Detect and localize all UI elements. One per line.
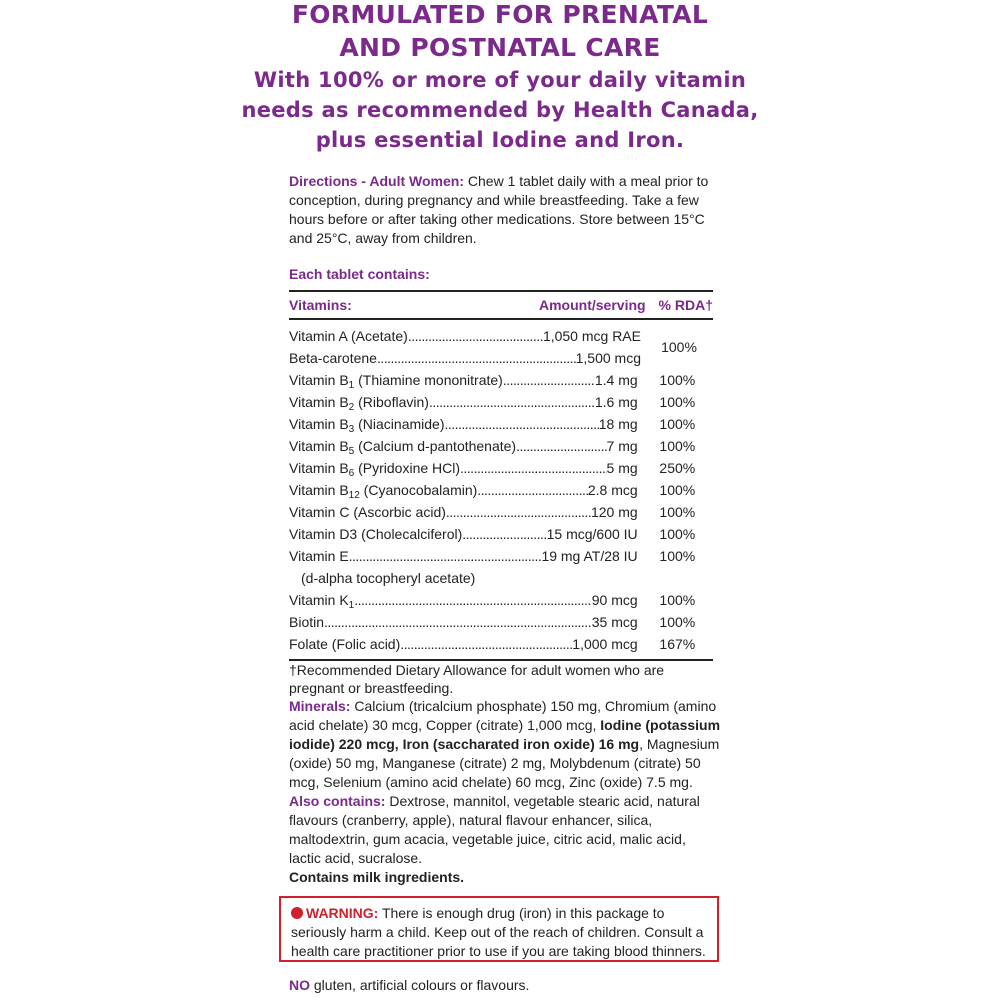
vitamin-amount: 7 mg [606,437,638,454]
table-row [289,633,713,655]
vitamin-name: Vitamin $B_5$ (Calcium d-pantothenate) [289,437,517,456]
vitamin-pct: 100% [659,415,696,432]
vitamin-amount: 1,500 mcg [575,349,641,366]
vitamin-name: Vitamin $B_1$ (Thiamine mononitrate) [289,371,503,390]
headline [0,0,1000,154]
table-row [289,325,641,347]
vitamin-name: Biotin [289,613,325,630]
directions-text: Chew 1 tablet daily with a meal prior to conception, during pregnancy and while breastfeeding. Take a few hours before or after taking other medications. Store between 15°C and 25°C, away from children. [289,173,709,246]
vitamin-e-subtitle: (d-alpha tocopheryl acetate) [301,570,476,586]
header-amount: Amount/serving [539,296,646,313]
table-row [289,611,713,633]
vitamin-pct: 100% [659,547,696,564]
header-vitamins: Vitamins: [289,296,352,313]
vitamin-amount: 2.8 mcg [587,481,638,498]
vitamin-amount: 120 mg [590,503,638,520]
vitamin-name: Vitamin $B_6$ (Pyridoxine HCl) [289,459,461,478]
table-row [289,589,713,611]
vitamin-pct: 100% [659,393,696,410]
vitamin-name: Vitamin D3 (Cholecalciferol) [289,525,463,542]
headline-line-5: plus essential Iodine and Iron. [315,128,685,152]
warning-text: There is enough drug (iron) in this package to seriously harm a child. Keep out of the reach of children. Consult a health care practitioner prior to use if you are taking blood thinners. [291,905,706,959]
vitamin-pct: 100% [659,591,696,608]
table-row [289,413,713,435]
warning-dot-icon [291,907,303,919]
vitamin-amount: 1.6 mg [594,393,638,410]
vitamin-name: Vitamin $K_1$ [289,591,355,610]
minerals-label: Minerals: [289,698,351,714]
milk-notice: Contains milk ingredients. [289,869,465,885]
no-gluten-line [289,977,529,993]
vitamin-name: Beta-carotene [289,349,377,366]
vitamin-amount: 5 mg [606,459,638,476]
vitamin-table [289,290,713,661]
vitamin-name: Vitamin $B_3$ (Niacinamide) [289,415,445,434]
headline-line-3: With 100% or more of your daily vitamin [253,68,747,92]
table-row [289,479,713,501]
also-contains-label: Also contains: [289,793,386,809]
warning-label: WARNING: [306,905,379,921]
headline-line-2: AND POSTNATAL CARE [339,33,661,62]
vitamin-a-group [289,325,713,369]
vitamin-name: Vitamin E [289,547,349,564]
headline-line-4: needs as recommended by Health Canada, [241,98,759,122]
directions-label: Directions - Adult Women: [289,173,464,189]
each-tablet-title: Each tablet contains: [289,266,430,282]
table-row [289,347,641,369]
table-row [289,391,713,413]
table-row [289,457,713,479]
directions [289,172,721,248]
table-row [289,369,713,391]
vitamin-name: Vitamin $B_2$ (Riboflavin) [289,393,429,412]
vitamin-amount: 19 mg AT/28 IU [541,547,638,564]
minerals [289,697,721,792]
table-body [289,320,713,659]
also-contains [289,792,721,887]
vitamin-amount: 1,000 mcg [572,635,638,652]
no-gluten-text: gluten, artificial colours or flavours. [310,977,530,993]
table-row [289,523,713,545]
minerals-text-2: , Magnesium (oxide) 50 mg, Manganese (citrate) 2 mg, Molybdenum (citrate) 50 mcg, Selenium (amino acid chelate) 60 mcg, Zinc (oxide) 7.5 mg. [289,736,720,790]
vitamin-amount: 15 mcg/600 IU [546,525,638,542]
label-content [289,172,721,887]
vitamin-pct: 250% [659,459,696,476]
vitamin-pct: 167% [659,635,696,652]
header-rda: % RDA† [658,296,713,313]
vitamin-amount: 1.4 mg [594,371,638,388]
vitamin-pct: 100% [659,613,696,630]
vitamin-pct: 100% [659,437,696,454]
vitamin-amount: 90 mcg [591,591,638,608]
table-header [289,292,713,320]
vitamin-amount: 1,050 mcg RAE [542,327,641,344]
minerals-text-1: Calcium (tricalcium phosphate) 150 mg, Chromium (amino acid chelate) 30 mcg, Copper (citrate) 1,000 mcg, [289,698,717,733]
warning-box [279,896,719,962]
vitamin-name: Folate (Folic acid) [289,635,401,652]
vitamin-amount: 18 mg [598,415,638,432]
no-label: NO [289,977,310,993]
headline-line-1: FORMULATED FOR PRENATAL [291,0,709,29]
footnote: †Recommended Dietary Allowance for adult women who are pregnant or breastfeeding. [289,662,665,696]
vitamin-name: Vitamin $B_{12}$ (Cyanocobalamin) [289,481,478,500]
table-row [289,435,713,457]
vitamin-amount: 35 mcg [591,613,638,630]
vitamin-pct: 100% [659,481,696,498]
vitamin-name: Vitamin C (Ascorbic acid) [289,503,446,520]
vitamin-pct: 100% [659,371,696,388]
minerals-bold: Iodine (potassium iodide) 220 mcg, Iron (saccharated iron oxide) 16 mg [289,717,721,752]
also-contains-text: Dextrose, mannitol, vegetable stearic acid, natural flavours (cranberry, apple), natural flavour enhancer, silica, maltodextrin, gum acacia, vegetable juice, citric acid, malic acid, lactic acid, sucralose. [289,793,700,866]
table-row [289,501,713,523]
vitamin-pct: 100% [659,503,696,520]
table-row [289,545,713,567]
vitamin-pct: 100% [661,338,697,355]
vitamin-pct: 100% [659,525,696,542]
vitamin-name: Vitamin A (Acetate) [289,327,408,344]
